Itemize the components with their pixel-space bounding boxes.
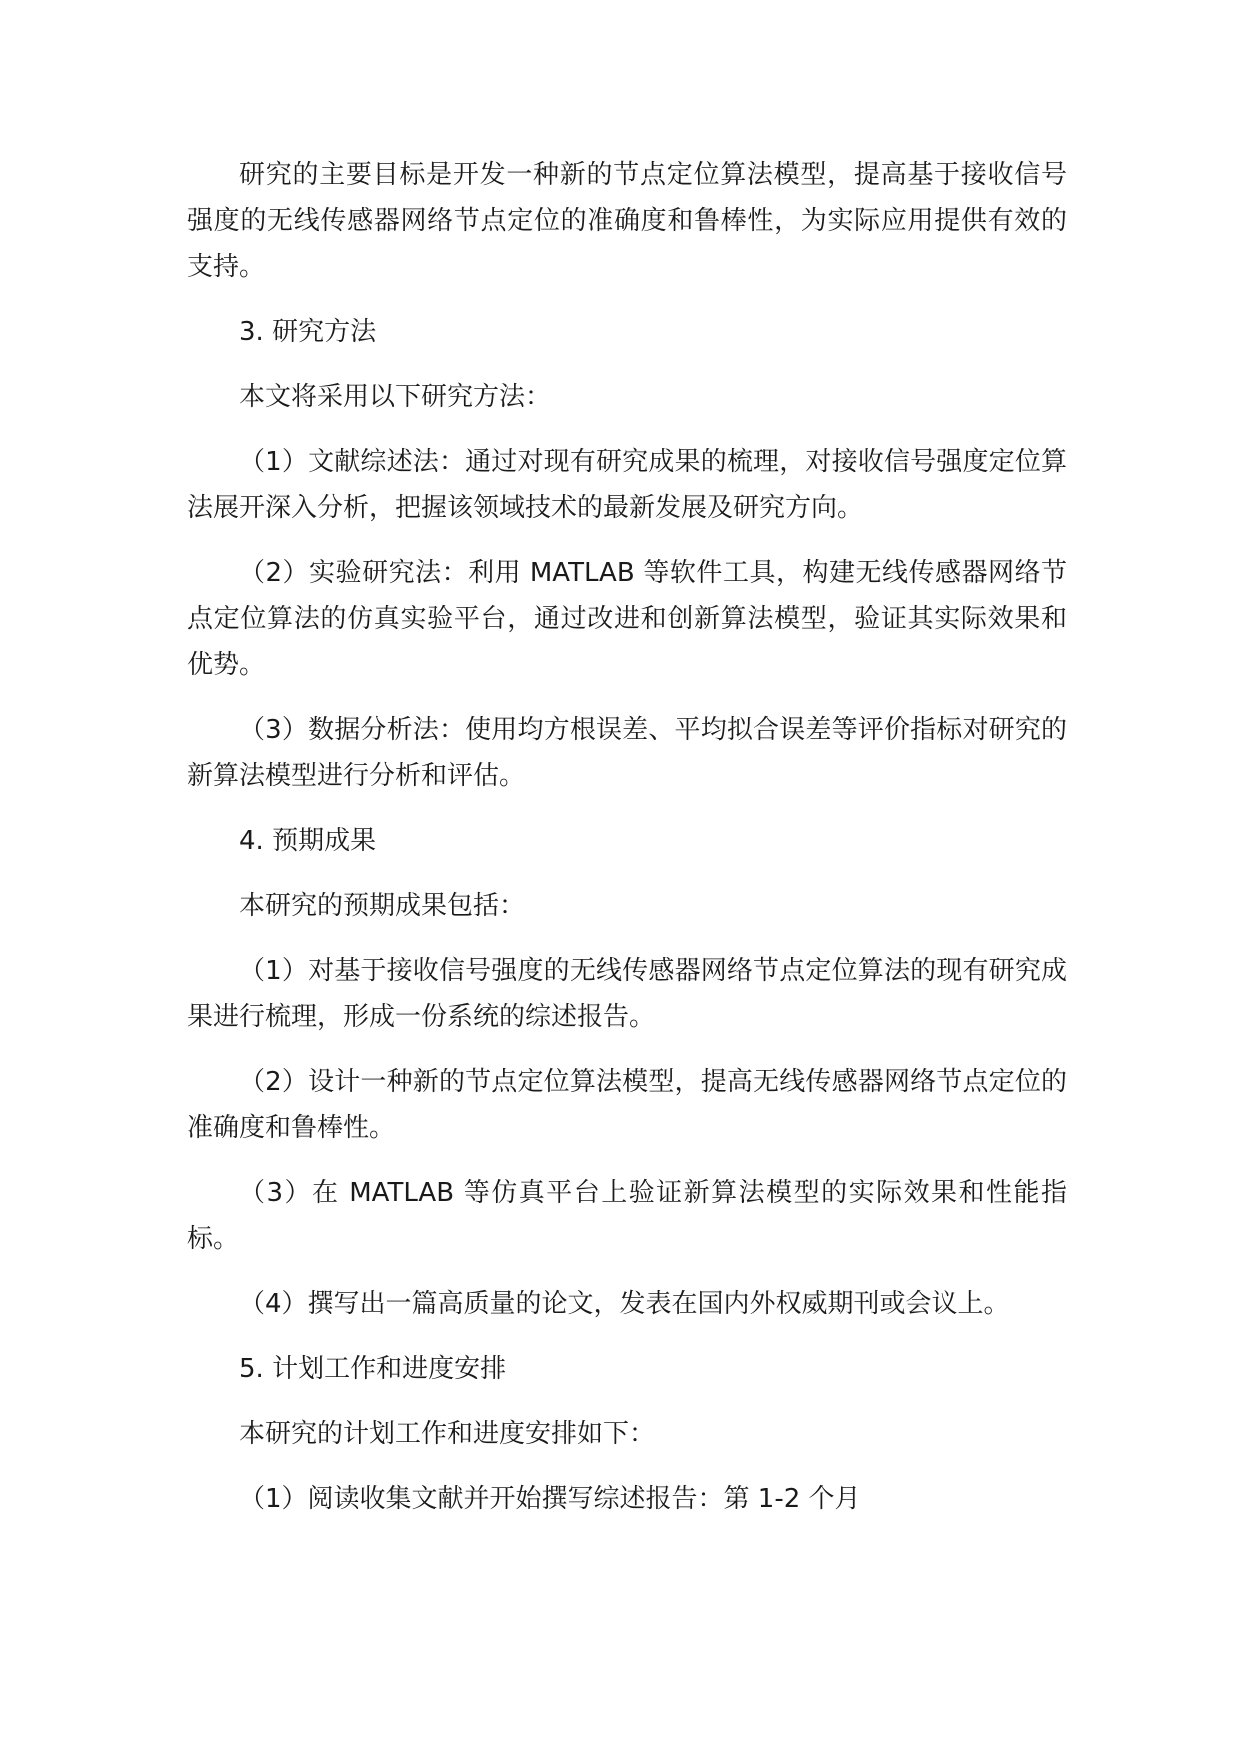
paragraph-results-intro: 本研究的预期成果包括： xyxy=(239,891,526,921)
document-body xyxy=(187,152,1067,1541)
paragraph-methods-intro: 本文将采用以下研究方法： xyxy=(239,382,552,412)
paragraph-method-literature-review: （1）文献综述法：通过对现有研究成果的梳理，对接收信号强度定位算法展开深入分析，把握该领域技术的最新发展及研究方向。 xyxy=(187,447,1067,523)
section-heading-work-plan: 5. 计划工作和进度安排 xyxy=(239,1354,507,1384)
paragraph-method-data-analysis: （3）数据分析法：使用均方根误差、平均拟合误差等评价指标对研究的新算法模型进行分析和评估。 xyxy=(187,715,1067,791)
section-heading-research-methods: 3. 研究方法 xyxy=(239,317,377,347)
paragraph-result-paper: （4）撰写出一篇高质量的论文，发表在国内外权威期刊或会议上。 xyxy=(239,1289,1010,1319)
paragraph-research-goal: 研究的主要目标是开发一种新的节点定位算法模型，提高基于接收信号强度的无线传感器网络节点定位的准确度和鲁棒性，为实际应用提供有效的支持。 xyxy=(187,160,1067,282)
paragraph-result-new-algorithm: （2）设计一种新的节点定位算法模型，提高无线传感器网络节点定位的准确度和鲁棒性。 xyxy=(187,1067,1067,1143)
paragraph-method-experimental: （2）实验研究法：利用 MATLAB 等软件工具，构建无线传感器网络节点定位算法的仿真实验平台，通过改进和创新算法模型，验证其实际效果和优势。 xyxy=(187,558,1067,680)
paragraph-plan-intro: 本研究的计划工作和进度安排如下： xyxy=(239,1419,656,1449)
paragraph-result-review-report: （1）对基于接收信号强度的无线传感器网络节点定位算法的现有研究成果进行梳理，形成一份系统的综述报告。 xyxy=(187,956,1067,1032)
paragraph-result-simulation: （3）在 MATLAB 等仿真平台上验证新算法模型的实际效果和性能指标。 xyxy=(187,1178,1067,1254)
paragraph-plan-step-1: （1）阅读收集文献并开始撰写综述报告：第 1-2 个月 xyxy=(239,1484,861,1514)
section-heading-expected-results: 4. 预期成果 xyxy=(239,826,377,856)
